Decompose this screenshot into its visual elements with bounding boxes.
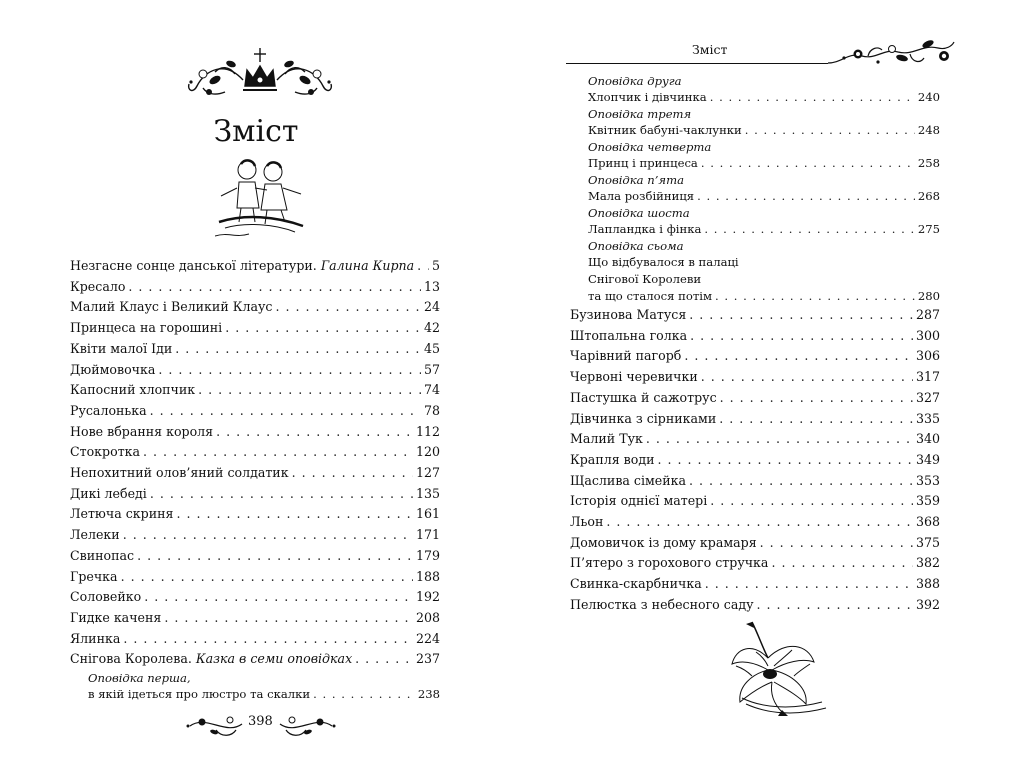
- toc-subheading: Оповідка сьома: [588, 239, 684, 253]
- toc-subentry[interactable]: Принц і принцеса . . . 258: [570, 155, 940, 172]
- toc-entry[interactable]: Бузинова Матуся . . . 287: [570, 305, 940, 326]
- toc-entry[interactable]: Дівчинка з сірниками . . . 335: [570, 409, 940, 430]
- toc-subheading: Оповідка третя: [588, 107, 692, 121]
- toc-entry[interactable]: Крапля води . . . 349: [570, 450, 940, 471]
- toc-entry[interactable]: Свинка-скарбничка . . . 388: [570, 574, 940, 595]
- toc-entry[interactable]: Соловейко . . . 192: [70, 587, 440, 608]
- toc-entry[interactable]: Домовичок із дому крамаря . . . 375: [570, 533, 940, 554]
- toc-entry[interactable]: Гидке каченя . . . 208: [70, 608, 440, 629]
- toc-entry[interactable]: Нове вбрання короля . . . 112: [70, 422, 440, 443]
- flower-illustration: [712, 612, 842, 722]
- toc-entry[interactable]: Штопальна голка . . . 300: [570, 326, 940, 347]
- toc-subheading: Оповідка перша,: [88, 671, 191, 686]
- page-title: Зміст: [213, 114, 299, 149]
- toc-list-right: [570, 73, 940, 616]
- toc-entry[interactable]: Малий Клаус і Великий Клаус . . . 24: [70, 297, 440, 318]
- toc-subentry-line: Що відбувалося в палаці: [588, 255, 739, 269]
- rose-vine-ornament-icon: [828, 38, 956, 68]
- toc-entry[interactable]: Незгасне сонце данської літератури. Галина Кирпа . . . 5: [70, 256, 440, 277]
- floral-crown-ornament-icon: [185, 40, 335, 102]
- toc-entry[interactable]: Пастушка й сажотрус . . . 327: [570, 388, 940, 409]
- toc-subentry[interactable]: в якій ідеться про люстро та скалки . . . 238: [70, 686, 440, 703]
- toc-entry[interactable]: Стокротка . . . 120: [70, 442, 440, 463]
- toc-entry[interactable]: Непохитний олов’яний солдатик . . . 127: [70, 463, 440, 484]
- toc-entry[interactable]: Принцеса на горошині . . . 42: [70, 318, 440, 339]
- toc-list-left: [70, 256, 440, 703]
- toc-entry[interactable]: Історія однієї матері . . . 359: [570, 491, 940, 512]
- toc-subentry-line: Снігової Королеви: [588, 272, 702, 286]
- toc-subheading: Оповідка п’ята: [588, 173, 685, 187]
- toc-subentry[interactable]: Лапландка і фінка . . . 275: [570, 221, 940, 238]
- toc-entry[interactable]: Кресало . . . 13: [70, 277, 440, 298]
- toc-entry[interactable]: П’ятеро з горохового стручка . . . 382: [570, 553, 940, 574]
- toc-entry[interactable]: Капосний хлопчик . . . 74: [70, 380, 440, 401]
- toc-subheading: Оповідка друга: [588, 74, 682, 88]
- toc-subentry[interactable]: Хлопчик і дівчинка . . . 240: [570, 89, 940, 106]
- flying-children-illustration: [215, 152, 307, 242]
- toc-entry[interactable]: Русалонька . . . 78: [70, 401, 440, 422]
- running-head-rule: [566, 63, 828, 64]
- toc-entry[interactable]: Щаслива сімейка . . . 353: [570, 471, 940, 492]
- toc-subentry[interactable]: та що сталося потім . . . 280: [570, 288, 940, 305]
- toc-entry[interactable]: Чарівний пагорб . . . 306: [570, 346, 940, 367]
- toc-subentry[interactable]: Квітник бабуні-чаклунки . . . 248: [570, 122, 940, 139]
- toc-entry[interactable]: Свинопас . . . 179: [70, 546, 440, 567]
- running-head-title: Зміст: [692, 42, 728, 57]
- toc-entry[interactable]: Снігова Королева. Казка в семи оповідках . . . 237: [70, 649, 440, 670]
- page-number: 398: [248, 714, 273, 729]
- toc-entry[interactable]: Дикі лебеді . . . 135: [70, 484, 440, 505]
- toc-entry[interactable]: Ялинка . . . 224: [70, 629, 440, 650]
- toc-entry[interactable]: Пелюстка з небесного саду . . . 392: [570, 595, 940, 616]
- toc-entry[interactable]: Квіти малої Іди . . . 45: [70, 339, 440, 360]
- toc-entry[interactable]: Дюймовочка . . . 57: [70, 360, 440, 381]
- toc-subentry[interactable]: Мала розбійниця . . . 268: [570, 188, 940, 205]
- toc-entry[interactable]: Малий Тук . . . 340: [570, 429, 940, 450]
- toc-entry[interactable]: Льон . . . 368: [570, 512, 940, 533]
- toc-entry[interactable]: Летюча скриня . . . 161: [70, 504, 440, 525]
- toc-entry[interactable]: Червоні черевички . . . 317: [570, 367, 940, 388]
- running-head: [566, 38, 956, 68]
- toc-subheading: Оповідка шоста: [588, 206, 690, 220]
- toc-entry[interactable]: Гречка . . . 188: [70, 567, 440, 588]
- toc-entry[interactable]: Лелеки . . . 171: [70, 525, 440, 546]
- toc-subheading: Оповідка четверта: [588, 140, 712, 154]
